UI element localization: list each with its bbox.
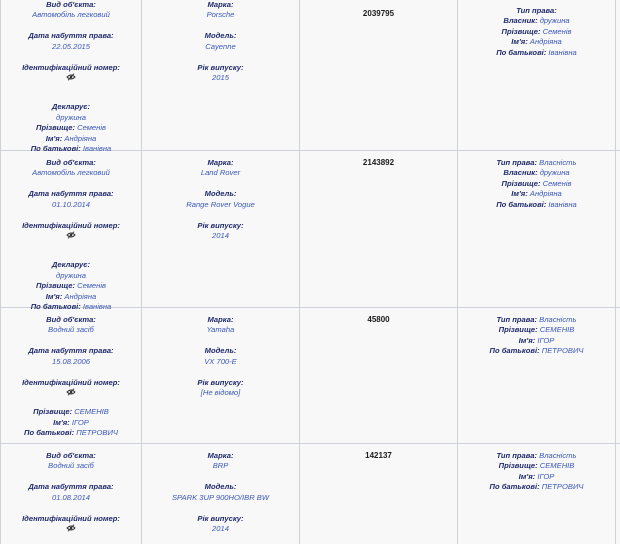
right-type-label: Тип права: <box>516 6 557 15</box>
name-value: Андріяна <box>529 37 562 47</box>
brand-value: Land Rover <box>200 168 241 178</box>
id-number-label: Ідентифікаційний номер: <box>22 220 120 230</box>
model-label: Модель: <box>204 482 237 492</box>
patronymic-value: Іванівна <box>82 144 112 154</box>
surname-label: Прізвище: <box>501 178 541 188</box>
acquired-date-value: 01.08.2014 <box>51 492 90 502</box>
model-label: Модель: <box>204 189 237 199</box>
year-value: 2014 <box>212 231 229 241</box>
year-label: Рік випуску: <box>197 62 244 72</box>
owner-label: Власник: <box>503 16 538 26</box>
right-cell <box>458 444 616 544</box>
declarant-label: Декларує: <box>51 102 91 112</box>
right-type-label: Тип права: <box>496 315 537 324</box>
right-type-value: Власність <box>539 315 577 324</box>
patronymic-value: ПЕТРОВИЧ <box>76 428 119 438</box>
right-cell <box>458 151 616 307</box>
patronymic-label: По батькові: <box>30 144 81 154</box>
right-type-value: Власність <box>539 158 577 167</box>
owner-label: Власник: <box>503 168 538 178</box>
surname-label: Прізвище: <box>501 26 541 36</box>
surname-value: СЕМЕНІВ <box>74 407 109 417</box>
patronymic-label: По батькові: <box>496 199 547 209</box>
patronymic-label: По батькові: <box>23 428 75 438</box>
acquired-date-value: 15.08.2006 <box>51 356 90 366</box>
cost-value: 142137 <box>365 451 392 460</box>
object-type-value: Водний засіб <box>48 461 94 471</box>
name-value: ІГОР <box>537 471 555 481</box>
cost-value: 2039795 <box>362 9 395 18</box>
model-label: Модель: <box>204 346 237 356</box>
surname-label: Прізвище: <box>36 123 75 133</box>
patronymic-label: По батькові: <box>496 47 547 57</box>
model-label: Модель: <box>204 31 237 41</box>
surname-value: Семенів <box>77 123 106 133</box>
id-number-label: Ідентифікаційний номер: <box>22 377 120 387</box>
patronymic-value: ПЕТРОВИЧ <box>541 346 584 356</box>
brand-label: Марка: <box>207 158 234 167</box>
object-type-value: Водний засіб <box>48 325 94 335</box>
id-visibility-eye-icon[interactable] <box>1 73 141 84</box>
patronymic-value: Іванівна <box>548 199 577 209</box>
year-label: Рік випуску: <box>197 220 244 230</box>
vehicle-cell <box>142 0 300 150</box>
id-visibility-eye-icon[interactable] <box>1 524 141 535</box>
right-type-label: Тип права: <box>496 158 537 167</box>
cost-cell <box>300 444 458 544</box>
declarant-relation: дружина <box>56 112 86 122</box>
declarant-label: Декларує: <box>51 260 91 270</box>
model-value: Cayenne <box>205 41 236 51</box>
surname-label: Прізвище: <box>498 461 538 471</box>
table-row <box>0 443 620 544</box>
id-number-label: Ідентифікаційний номер: <box>22 62 120 72</box>
table-row <box>0 0 620 154</box>
surname-value: Семенів <box>542 178 572 188</box>
id-visibility-eye-icon[interactable] <box>1 388 141 399</box>
cost-cell <box>300 151 458 307</box>
patronymic-value: ПЕТРОВИЧ <box>541 482 584 492</box>
vehicle-cell <box>142 308 300 443</box>
patronymic-label: По батькові: <box>30 302 81 312</box>
model-value: VX 700-E <box>204 356 237 366</box>
brand-label: Марка: <box>207 315 234 324</box>
surname-label: Прізвище: <box>36 281 75 291</box>
surname-label: Прізвище: <box>33 407 73 417</box>
year-value: 2014 <box>212 524 229 534</box>
object-type-label: Вид об'єкта: <box>46 158 96 167</box>
surname-value: СЕМЕНІВ <box>539 461 575 471</box>
acquired-date-label: Дата набуття права: <box>28 189 114 199</box>
name-value: Андріяна <box>64 133 97 143</box>
owner-value: дружина <box>539 168 570 178</box>
name-label: Ім'я: <box>518 471 536 481</box>
patronymic-label: По батькові: <box>489 346 540 356</box>
surname-value: Семенів <box>77 281 106 291</box>
model-value: SPARK 3UP 900HO/IBR BW <box>171 492 270 502</box>
name-label: Ім'я: <box>518 335 536 345</box>
acquired-date-value: 22.05.2015 <box>51 41 90 51</box>
brand-value: BRP <box>212 461 229 471</box>
right-cell <box>458 0 616 150</box>
vehicle-cell <box>142 444 300 544</box>
acquired-date-value: 01.10.2014 <box>51 199 90 209</box>
acquired-date-label: Дата набуття права: <box>28 346 114 356</box>
name-label: Ім'я: <box>45 133 63 143</box>
surname-value: Семенів <box>542 26 572 36</box>
acquired-date-label: Дата набуття права: <box>28 31 114 41</box>
brand-value: Yamaha <box>206 325 235 335</box>
surname-label: Прізвище: <box>498 325 538 335</box>
right-type-label: Тип права: <box>496 451 537 460</box>
vehicle-cell <box>142 151 300 307</box>
declarant-relation: дружина <box>56 270 86 280</box>
name-value: Андріяна <box>529 189 562 199</box>
name-value: ІГОР <box>71 417 89 427</box>
acquired-date-label: Дата набуття права: <box>28 482 114 492</box>
name-value: ІГОР <box>537 335 555 345</box>
model-value: Range Rover Vogue <box>186 199 255 209</box>
brand-label: Марка: <box>207 451 234 460</box>
owner-value: дружина <box>539 16 570 26</box>
right-type-value: Власність <box>539 451 577 460</box>
year-value: 2015 <box>212 73 229 83</box>
cost-value: 2143892 <box>362 158 395 167</box>
year-label: Рік випуску: <box>197 513 244 523</box>
object-type-value: Автомобіль легковий <box>32 10 110 20</box>
year-value: [Не відомо] <box>200 388 241 398</box>
object-cell <box>0 151 142 312</box>
object-cell <box>0 308 142 443</box>
name-value: Андріяна <box>64 291 97 301</box>
year-label: Рік випуску: <box>197 377 244 387</box>
object-type-label: Вид об'єкта: <box>46 0 96 9</box>
object-type-value: Автомобіль легковий <box>32 168 110 178</box>
object-cell <box>0 0 142 154</box>
patronymic-value: Іванівна <box>82 302 112 312</box>
table-row <box>0 307 620 443</box>
brand-value: Porsche <box>206 10 235 20</box>
name-label: Ім'я: <box>45 291 63 301</box>
name-label: Ім'я: <box>53 417 70 427</box>
name-label: Ім'я: <box>511 189 528 199</box>
table-row <box>0 150 620 312</box>
cost-cell <box>300 308 458 443</box>
id-visibility-eye-icon[interactable] <box>1 231 141 242</box>
name-label: Ім'я: <box>511 37 528 47</box>
cost-cell <box>300 0 458 150</box>
brand-label: Марка: <box>207 0 234 9</box>
patronymic-value: Іванівна <box>548 47 577 57</box>
object-type-label: Вид об'єкта: <box>46 451 96 460</box>
surname-value: СЕМЕНІВ <box>539 325 575 335</box>
id-number-label: Ідентифікаційний номер: <box>22 513 120 523</box>
object-cell <box>0 444 142 544</box>
object-type-label: Вид об'єкта: <box>46 315 96 324</box>
cost-value: 45800 <box>367 315 390 324</box>
right-cell <box>458 308 616 443</box>
patronymic-label: По батькові: <box>489 482 540 492</box>
